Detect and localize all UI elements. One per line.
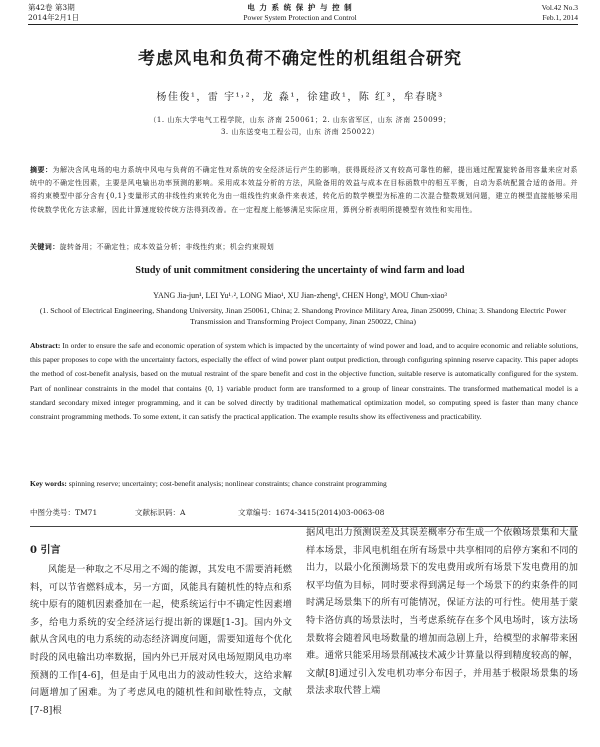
english-authors: YANG Jia-jun¹, LEI Yu¹˒², LONG Miao¹, XU Jian-zheng¹, CHEN Hong³, MOU Chun-xiao³ [153,291,447,300]
affiliation-line-2: 3. 山东送变电工程公司，山东 济南 250022） [220,128,380,136]
author-list: 杨佳俊¹，雷 宇¹˒²，龙 淼¹，徐建政¹，陈 红³，牟春晓³ [156,92,444,103]
header-volume-cn: 第42卷 第3期 [28,3,75,12]
body-column-left: 风能是一种取之不尽用之不竭的能源，其发电不需要消耗燃料，可以节省燃料成本，另一方面，风能具有随机性的特点和系统中原有的随机因素叠加在一起，使系统运行中不确定性因素增多，给电力系统的安全经济运行提出新的课题[1-3]。国内外文献从含风电的电力系统的动态经济调度问题，需要知道每个优化时段的风电输出功率数据，国内外已开展对风电场短期风电功率预测的工作[4-6]，但是由于风电出力的波动性较大，这给求解问题增加了困难。为了考虑风电的随机性和间歇性特点，文献[7-8]根 [30,564,292,716]
article-number: 文章编号：1674-3415(2014)03-0063-08 [238,508,385,517]
abstract-cn [30,163,578,217]
english-keywords-label: Key words: [30,479,67,488]
document-code: 文献标识码：A [135,508,186,517]
header-date-en: Feb.1, 2014 [542,13,578,22]
header-volume-en: Vol.42 No.3 [541,3,578,12]
english-title: Study of unit commitment considering the uncertainty of wind farm and load [135,265,465,276]
clc-number: 中图分类号：TM71 [30,508,98,517]
english-abstract-text: In order to ensure the safe and economic operation of system which is impacted by the uncertainty of wind power and load, and to acquire economic and reliable solutions, this paper proposes to cope with the uncertainty factors, especially the effect of wind power plant output prediction, through configuring spinning reserve capacity. This paper adopts the method of cost-benefit analysis, based on the mutual restraint of the spare benefit and cost in the objective function, suitable reserve is automatically configured for the system. Part of nonlinear constraints in the model that contains {0, 1} variable product form are transformed to a group of linear constraints. The transformed mathematical model is a standard secondary mixed integer programming, and it can be solved directly by traditional mathematical optimization model, so computing speed is faster than many chance constraint programming methods. To some extent, it can satisfy the practical application. The example results show its effectiveness and practicability. [30,341,579,422]
abstract-cn-text: 为解决含风电场的电力系统中风电与负荷的不确定性对系统的安全经济运行产生的影响，获得既经济又有较高可靠性的解，提出通过配置旋转备用容量来应对系统中的不确定性因素，主要是风电输出功率预测的影响。采用成本效益分析的方法，风险备用的效益与成本在目标函数中的相互平衡，自动为系统配置合适的备用。并将约束模型中部分含有{0,1}变量形式的非线性约束转化为由一组线性约束条件来表述，转化后的数学模型为标准的二次混合整数规划问题，建立的模型直接能够采用传统数学优化方法求解，因此计算速度较传统方法得到改善。在一定程度上能够满足实际应用，算例分析表明所提模型有效性和实用性。 [30,166,578,214]
english-abstract-label: Abstract: [30,341,61,350]
english-abstract [30,339,578,424]
header-journal-cn: 电 力 系 统 保 护 与 控 制 [247,3,353,12]
header-date-cn: 2014年2月1日 [28,13,80,22]
header-rule [28,24,578,25]
affiliation-line-1: （1. 山东大学电气工程学院，山东 济南 250061；2. 山东省军区，山东 济南 250099； [149,116,451,124]
header-journal-en: Power System Protection and Control [243,13,357,22]
section-heading-introduction: 0 引言 [30,545,61,556]
body-column-right: 据风电出力预测误差及其误差概率分布生成一个依赖场景集和大量样本场景，非风电机组在所有场景中共享相同的启停方案和不同的出力，以最小化预测场景下的发电费用或所有场景下发电费用的加权平均值为目标，同时要求得到满足每一个场景下的约束条件的同时满足场景集下的所有可能情况，保证方法的可行性。使用基于蒙特卡洛仿真的场景法时，当考虑系统存在多个风电场时，该方法场景数将会随着风电场数量的增加而急剧上升，给模型的求解带来困难。通常只能采用场景削减技术减少计算量以得到精度较高的解，文献[8]通过引入发电机功率分布因子，并用基于极限场景集的场景法求取代替上端 [306,527,578,697]
keywords-cn [30,241,578,253]
keywords-cn-label: 关键词： [30,242,60,251]
abstract-cn-label: 摘要： [30,165,53,174]
paper-title: 考虑风电和负荷不确定性的机组组合研究 [138,49,462,69]
keywords-cn-text: 旋转备用；不确定性；成本效益分析；非线性约束；机会约束规划 [59,243,275,251]
english-keywords-text: spinning reserve; uncertainty; cost-benefit analysis; nonlinear constraints; chance constraint programming [68,479,387,488]
english-affiliation: (1. School of Electrical Engineering, Shandong University, Jinan 250061, China; 2. Shandong Province Military Area, Jinan 250099, China; 3. Shandong Electric Power Transmission and Transforming Project Company, Jinan 250022, China) [39,306,567,326]
english-keywords [30,478,578,490]
